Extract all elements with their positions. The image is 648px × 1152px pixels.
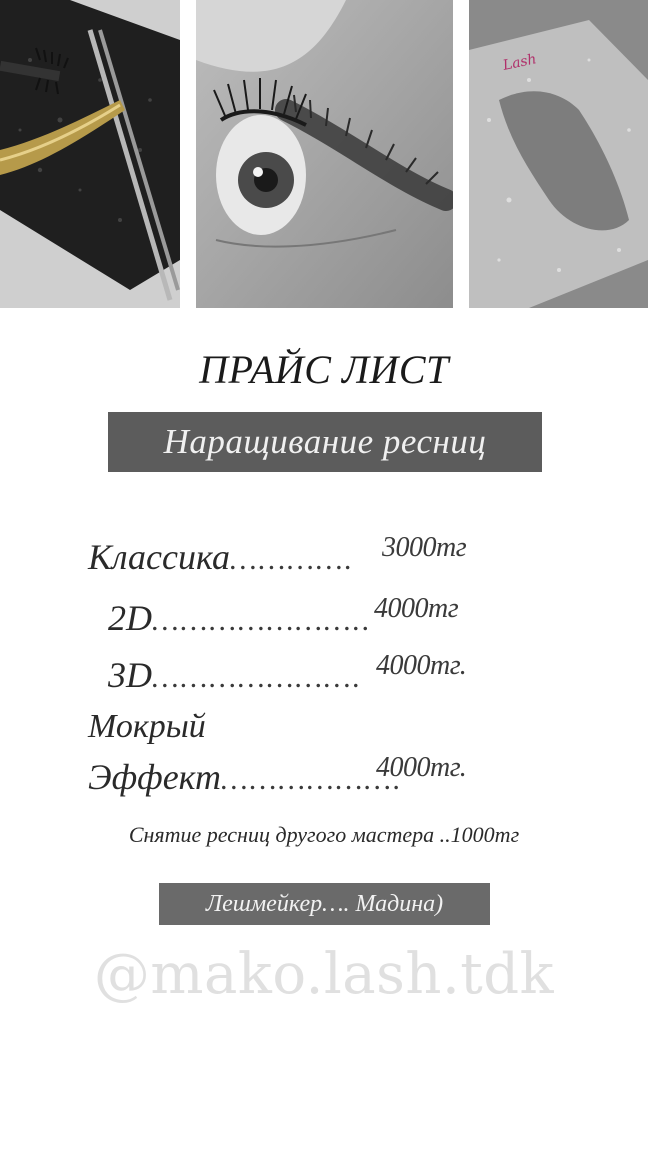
service-price: 4000тг.: [376, 650, 467, 681]
eye-patch-photo: [469, 0, 648, 308]
photo-strip: [0, 0, 648, 308]
leader-dots: ………………….: [152, 661, 363, 694]
price-row-2d: [108, 593, 459, 639]
service-price: 4000тг: [374, 593, 459, 624]
leader-dots: …………………..: [152, 604, 372, 637]
leader-dots: ………….: [229, 543, 355, 576]
service-name: Классика: [88, 537, 230, 577]
removal-price-note: Снятие ресниц другого мастера ..1000тг: [128, 822, 520, 847]
service-name: 3D: [108, 655, 152, 695]
svg-text:Lash: Lash: [501, 51, 538, 74]
price-row-classic: [88, 532, 467, 578]
service-price: 4000тг.: [376, 752, 467, 783]
master-name-badge: Лешмейкер…. Мадина): [159, 883, 490, 925]
instagram-handle: @mako.lash.tdk: [93, 942, 555, 1007]
price-row-3d: [108, 650, 467, 696]
tweezers-photo: [0, 0, 180, 308]
eye-lashes-photo: [196, 0, 453, 308]
service-category-banner: Наращивание ресниц: [108, 412, 542, 472]
service-name: Эффект: [88, 757, 222, 797]
price-row-wet-effect: [88, 752, 467, 798]
service-name-line1: Мокрый: [88, 708, 206, 745]
page-title: ПРАЙС ЛИСТ: [199, 347, 449, 392]
leader-dots: ……………….: [221, 763, 403, 796]
service-name: 2D: [108, 598, 152, 638]
service-price: 3000тг: [382, 532, 467, 563]
